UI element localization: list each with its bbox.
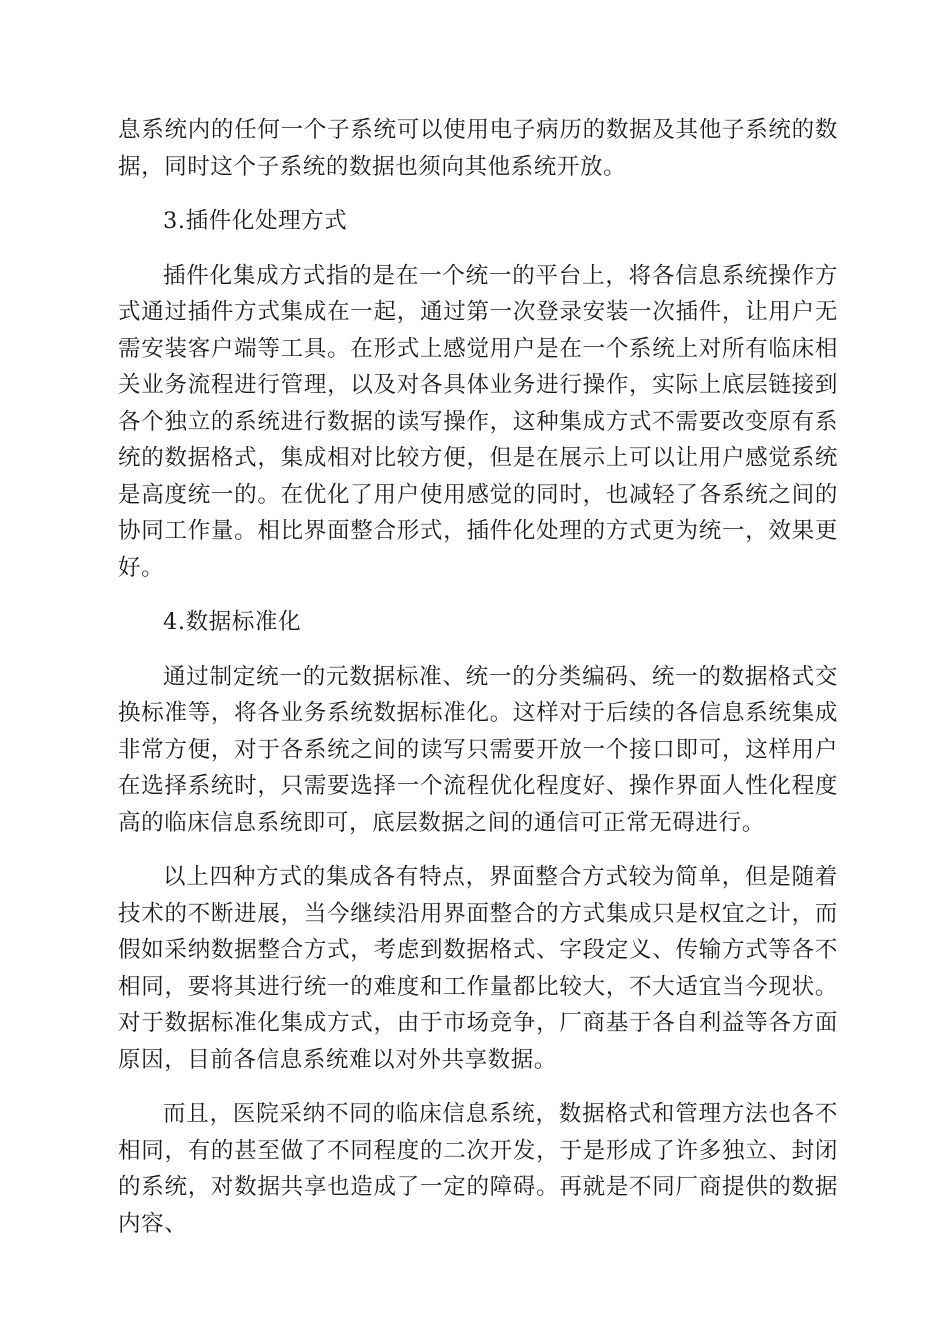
paragraph-data-standardization: 通过制定统一的元数据标准、统一的分类编码、统一的数据格式交换标准等，将各业务系统数据标准化。这样对于后续的各信息系统集成非常方便，对于各系统之间的读写只需要开放一个接口即可，这样用户在选择系统时，只需要选择一个流程优化程度好、操作界面人性化程度高的临床信息系统即可，底层数据之间的通信可正常无碍进行。 <box>118 663 838 836</box>
paragraph-hospital-systems: 而且，医院采纳不同的临床信息系统，数据格式和管理方法也各不相同，有的甚至做了不同程度的二次开发，于是形成了许多独立、封闭的系统，对数据共享也造成了一定的障碍。再就是不同厂商提供的数据内容、 <box>118 1101 838 1237</box>
paragraph-summary: 以上四种方式的集成各有特点，界面整合方式较为简单，但是随着技术的不断进展，当今继续沿用界面整合的方式集成只是权宜之计，而假如采纳数据整合方式，考虑到数据格式、字段定义、传输方式等各不相同，要将其进行统一的难度和工作量都比较大，不大适宜当今现状。对于数据标准化集成方式，由于市场竞争，厂商基于各自利益等各方面原因，目前各信息系统难以对外共享数据。 <box>118 864 838 1073</box>
paragraph-continuation: 息系统内的任何一个子系统可以使用电子病历的数据及其他子系统的数据，同时这个子系统的数据也须向其他系统开放。 <box>118 117 838 180</box>
paragraph-plugin-integration: 插件化集成方式指的是在一个统一的平台上，将各信息系统操作方式通过插件方式集成在一起，通过第一次登录安装一次插件，让用户无需安装客户端等工具。在形式上感觉用户是在一个系统上对所有临床相关业务流程进行管理，以及对各具体业务进行操作，实际上底层链接到各个独立的系统进行数据的读写操作，这种集成方式不需要改变原有系统的数据格式，集成相对比较方便，但是在展示上可以让用户感觉系统是高度统一的。在优化了用户使用感觉的同时，也减轻了各系统之间的协同工作量。相比界面整合形式，插件化处理的方式更为统一，效果更好。 <box>118 262 838 581</box>
section-heading-data-standardization: 4.数据标准化 <box>163 609 302 635</box>
section-heading-plugin: 3.插件化处理方式 <box>163 208 348 234</box>
document-body <box>118 112 838 1260</box>
